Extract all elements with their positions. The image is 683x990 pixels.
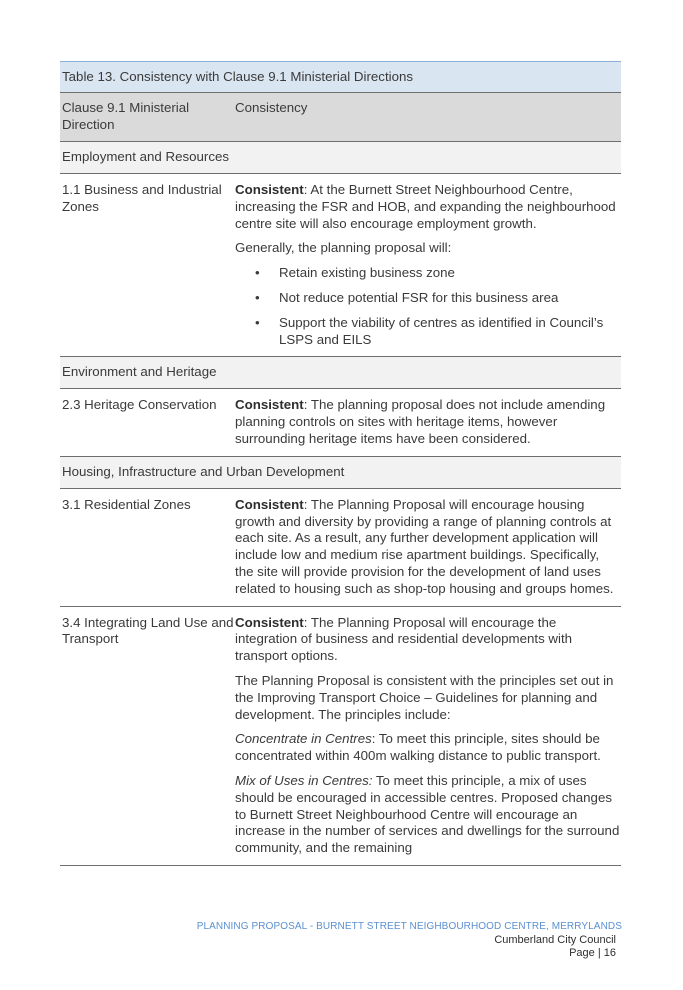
consistency-cell — [235, 397, 621, 447]
bullet-list — [235, 265, 621, 348]
consistent-label: Consistent — [235, 614, 304, 630]
principle-name: Concentrate in Centres — [235, 731, 372, 747]
footer-page-number: Page | 16 — [569, 947, 616, 959]
paragraph — [235, 773, 621, 857]
paragraph-text: : The Planning Proposal will encourage housing growth and diversity by providing a range of planning controls at each site. As a result, any further development application will include low and medium rise apartment buildings. Specifically, the site will provide provision for the development of land uses related to housing such as shop-top housing and groups homes. — [235, 496, 614, 596]
direction-cell: 2.3 Heritage Conservation — [62, 397, 217, 413]
consistent-label: Consistent — [235, 496, 304, 512]
table-row-business — [60, 174, 621, 357]
direction-cell: 3.4 Integrating Land Use and Transport — [62, 614, 234, 647]
section-row-housing — [60, 457, 621, 489]
principle-name: Mix of Uses in Centres: — [235, 772, 373, 788]
footer-council: Cumberland City Council — [494, 933, 616, 946]
table-header-row — [60, 93, 621, 142]
consistency-cell — [235, 182, 621, 348]
page-footer — [197, 920, 622, 961]
paragraph — [235, 182, 621, 232]
list-item: • Retain existing business zone — [235, 265, 621, 282]
section-row-employment — [60, 142, 621, 174]
section-title: Environment and Heritage — [62, 364, 217, 380]
consistent-label: Consistent — [235, 397, 304, 413]
consistency-cell — [235, 497, 621, 598]
consistency-cell — [235, 615, 621, 857]
header-consistency: Consistency — [235, 100, 308, 115]
footer-document-title: PLANNING PROPOSAL - BURNETT STREET NEIGHBOURHOOD CENTRE, MERRYLANDS — [196, 921, 622, 932]
table-caption-row — [60, 61, 621, 93]
direction-cell: 1.1 Business and Industrial Zones — [62, 182, 222, 214]
paragraph — [235, 731, 621, 765]
table-row-transport — [60, 607, 621, 866]
paragraph — [235, 615, 621, 665]
paragraph-text: : The planning proposal does not include amending planning controls on sites with heritage items, however surrounding heritage items have been considered. — [235, 397, 606, 446]
paragraph: Generally, the planning proposal will: — [235, 240, 452, 256]
section-row-environment — [60, 357, 621, 389]
table-row-residential — [60, 489, 621, 607]
table-caption: Table 13. Consistency with Clause 9.1 Ministerial Directions — [62, 68, 414, 84]
list-item: • Not reduce potential FSR for this business area — [235, 290, 621, 307]
paragraph — [235, 497, 621, 598]
section-title: Housing, Infrastructure and Urban Development — [62, 463, 345, 479]
consistency-table — [60, 61, 621, 866]
paragraph-text: To meet this principle, a mix of uses should be encouraged in accessible centres. Proposed changes to Burnett Street Neighbourhood Centre will encourage an increase in the number of services and dwellings for the surround community, and the remaining — [235, 772, 620, 856]
paragraph-text: : The Planning Proposal will encourage the integration of business and residential developments with transport options. — [235, 614, 573, 664]
table-row-heritage — [60, 389, 621, 456]
list-item: • Support the viability of centres as identified in Council’s LSPS and EILS — [235, 315, 621, 349]
paragraph: The Planning Proposal is consistent with the principles set out in the Improving Transport Choice – Guidelines for planning and development. The principles include: — [235, 672, 614, 722]
paragraph — [235, 397, 621, 447]
section-title: Employment and Resources — [62, 149, 230, 165]
paragraph-text: : At the Burnett Street Neighbourhood Centre, increasing the FSR and HOB, and expanding the neighbourhood centre site will also encourage employment growth. — [235, 182, 616, 231]
header-direction: Clause 9.1 Ministerial Direction — [62, 100, 190, 132]
direction-cell: 3.1 Residential Zones — [62, 496, 191, 512]
paragraph-text: : To meet this principle, sites should be concentrated within 400m walking distance to public transport. — [235, 731, 601, 764]
consistent-label: Consistent — [235, 182, 304, 197]
